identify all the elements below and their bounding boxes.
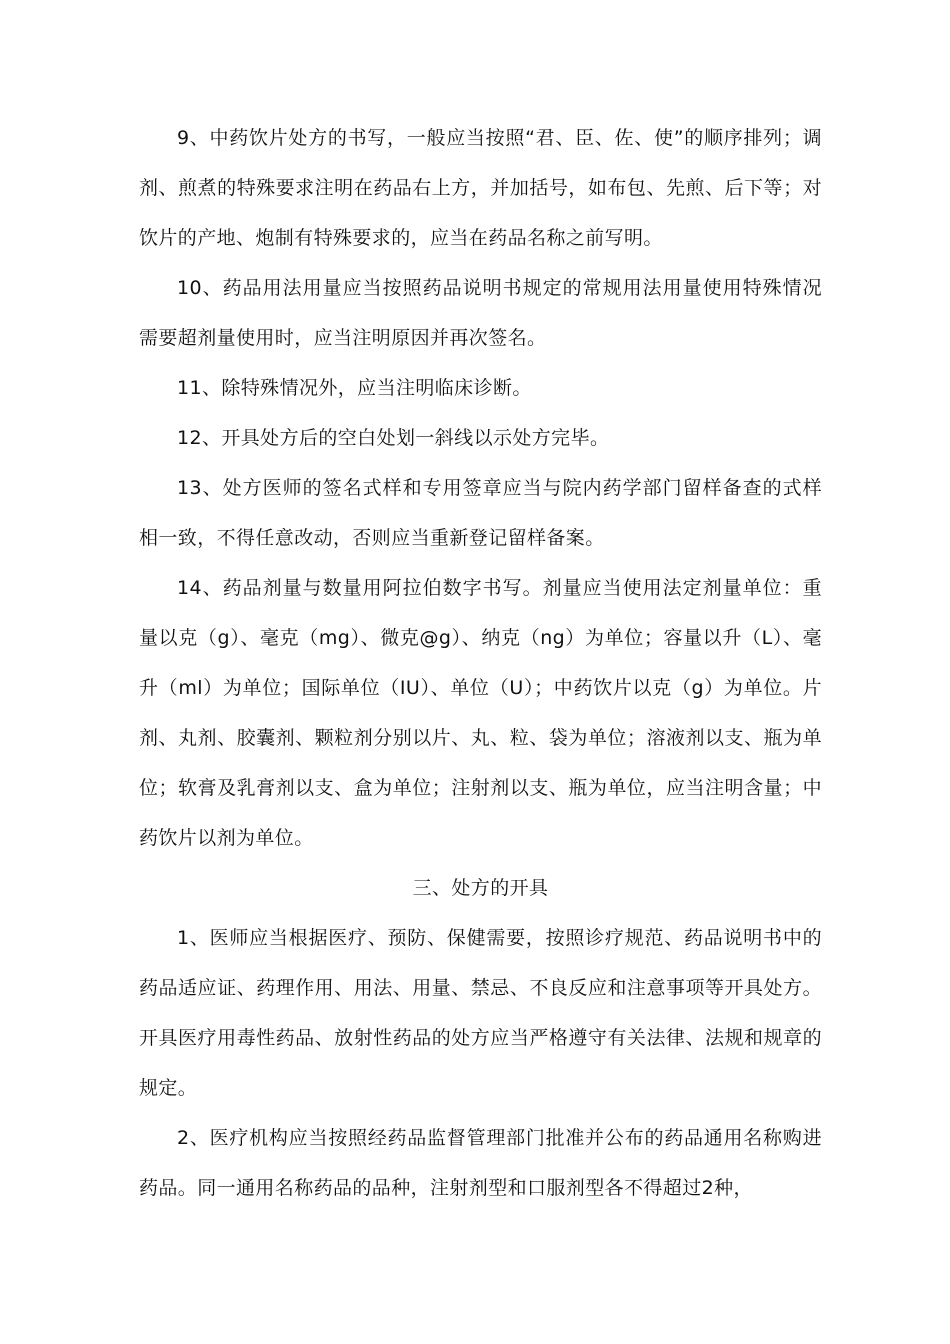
paragraph-item-14: 14、药品剂量与数量用阿拉伯数字书写。剂量应当使用法定剂量单位：重量以克（g）、毫克（mg）、微克@g）、纳克（ng）为单位；容量以升（L）、毫升（ml）为单位；国际单位（IU）、单位（U）；中药饮片以克（g）为单位。片剂、丸剂、胶囊剂、颗粒剂分别以片、丸、粒、袋为单位；溶液剂以支、瓶为单位；软膏及乳膏剂以支、盒为单位；注射剂以支、瓶为单位，应当注明含量；中药饮片以剂为单位。	[139, 577, 822, 849]
paragraph-item-10: 10、药品用法用量应当按照药品说明书规定的常规用法用量使用特殊情况需要超剂量使用时，应当注明原因并再次签名。	[139, 277, 822, 349]
paragraph-item-13: 13、处方医师的签名式样和专用签章应当与院内药学部门留样备查的式样相一致，不得任意改动，否则应当重新登记留样备案。	[139, 477, 822, 549]
paragraph-item-1: 1、医师应当根据医疗、预防、保健需要，按照诊疗规范、药品说明书中的药品适应证、药理作用、用法、用量、禁忌、不良反应和注意事项等开具处方。开具医疗用毒性药品、放射性药品的处方应当严格遵守有关法律、法规和规章的规定。	[139, 927, 822, 1099]
paragraph-item-9: 9、中药饮片处方的书写，一般应当按照“君、臣、佐、使”的顺序排列；调剂、煎煮的特殊要求注明在药品右上方，并加括号，如布包、先煎、后下等；对饮片的产地、炮制有特殊要求的，应当在药品名称之前写明。	[139, 127, 822, 249]
section-heading: 三、处方的开具	[412, 877, 549, 899]
paragraph-item-11: 11、除特殊情况外，应当注明临床诊断。	[177, 377, 532, 399]
paragraph-item-12: 12、开具处方后的空白处划一斜线以示处方完毕。	[177, 427, 610, 449]
document-body	[139, 113, 822, 1213]
paragraph-item-2: 2、医疗机构应当按照经药品监督管理部门批准并公布的药品通用名称购进药品。同一通用名称药品的品种，注射剂型和口服剂型各不得超过2种，	[139, 1127, 822, 1199]
